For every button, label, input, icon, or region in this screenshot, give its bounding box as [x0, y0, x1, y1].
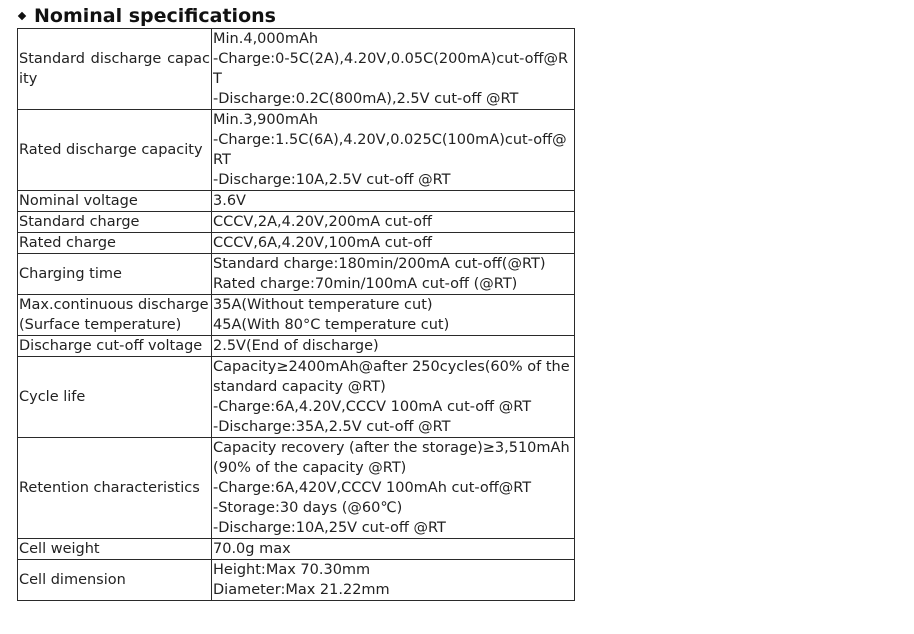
- spec-value-cell: [212, 110, 575, 191]
- spec-row: [18, 29, 575, 110]
- spec-label-text: Cell dimension: [19, 572, 126, 588]
- spec-row: [18, 438, 575, 539]
- spec-label-text: Rated discharge capacity: [19, 142, 203, 158]
- spec-value-text: 45A(With 80°C temperature cut): [213, 317, 450, 333]
- spec-row: [18, 295, 575, 336]
- spec-value-text: -Charge:6A,4.20V,CCCV 100mA cut-off @RT: [213, 399, 532, 415]
- spec-value-cell: [212, 254, 575, 295]
- spec-value-cell: [212, 212, 575, 233]
- spec-value-text: 2.5V(End of discharge): [213, 338, 379, 354]
- spec-label-cell: [18, 336, 212, 357]
- spec-value-text: Rated charge:70min/100mA cut-off (@RT): [213, 276, 518, 292]
- spec-label-text: Max.continuous discharge: [19, 297, 209, 313]
- spec-value-cell: [212, 438, 575, 539]
- spec-label-text: Charging time: [19, 266, 122, 282]
- spec-label-cell: [18, 295, 212, 336]
- spec-label-cell: [18, 233, 212, 254]
- section-title: Nominal specifications: [34, 5, 276, 27]
- spec-row: [18, 539, 575, 560]
- spec-row: [18, 233, 575, 254]
- spec-table-body: [18, 29, 575, 601]
- spec-label-text: Standard discharge capacity: [19, 51, 210, 87]
- spec-table: [17, 28, 575, 601]
- spec-label-cell: [18, 110, 212, 191]
- spec-value-text: -Discharge:10A,2.5V cut-off @RT: [213, 172, 451, 188]
- spec-value-cell: [212, 295, 575, 336]
- spec-row: [18, 560, 575, 601]
- spec-value-cell: [212, 191, 575, 212]
- spec-value-cell: [212, 336, 575, 357]
- spec-label-text: Cell weight: [19, 541, 100, 557]
- spec-value-text: -Discharge:0.2C(800mA),2.5V cut-off @RT: [213, 91, 519, 107]
- spec-label-text: Nominal voltage: [19, 193, 138, 209]
- spec-value-cell: [212, 560, 575, 601]
- spec-value-text: -Charge:6A,420V,CCCV 100mAh cut-off@RT: [213, 480, 532, 496]
- spec-label-text: Cycle life: [19, 389, 86, 405]
- spec-label-cell: [18, 212, 212, 233]
- spec-label-cell: [18, 539, 212, 560]
- spec-value-text: CCCV,6A,4.20V,100mA cut-off: [213, 235, 433, 251]
- spec-value-text: Standard charge:180min/200mA cut-off(@RT): [213, 256, 546, 272]
- spec-value-text: CCCV,2A,4.20V,200mA cut-off: [213, 214, 433, 230]
- spec-value-text: 3.6V: [213, 193, 246, 209]
- spec-label-cell: [18, 438, 212, 539]
- spec-row: [18, 357, 575, 438]
- diamond-bullet-icon: [18, 12, 26, 20]
- spec-value-text: Diameter:Max 21.22mm: [213, 582, 390, 598]
- spec-label-text: Discharge cut-off voltage: [19, 338, 203, 354]
- spec-row: [18, 191, 575, 212]
- spec-label-cell: [18, 29, 212, 110]
- spec-label-text: Standard charge: [19, 214, 140, 230]
- spec-value-text: -Discharge:10A,25V cut-off @RT: [213, 520, 446, 536]
- spec-label-cell: [18, 254, 212, 295]
- spec-row: [18, 212, 575, 233]
- spec-value-cell: [212, 29, 575, 110]
- spec-label-text: (Surface temperature): [19, 317, 182, 333]
- spec-value-text: Height:Max 70.30mm: [213, 562, 371, 578]
- spec-row: [18, 254, 575, 295]
- spec-label-text: Retention characteristics: [19, 480, 200, 496]
- spec-value-cell: [212, 357, 575, 438]
- spec-value-text: -Charge:1.5C(6A),4.20V,0.025C(100mA)cut-off@RT: [213, 132, 567, 168]
- spec-value-cell: [212, 233, 575, 254]
- spec-value-text: Min.3,900mAh: [213, 112, 319, 128]
- section-heading: [18, 4, 276, 28]
- spec-label-cell: [18, 560, 212, 601]
- spec-row: [18, 110, 575, 191]
- spec-value-text: -Discharge:35A,2.5V cut-off @RT: [213, 419, 451, 435]
- spec-label-cell: [18, 191, 212, 212]
- spec-value-text: -Storage:30 days (@60℃): [213, 500, 403, 516]
- spec-value-cell: [212, 539, 575, 560]
- spec-label-cell: [18, 357, 212, 438]
- spec-value-text: Capacity recovery (after the storage)≥3,510mAh (90% of the capacity @RT): [213, 440, 570, 476]
- spec-value-text: Capacity≥2400mAh@after 250cycles(60% of the standard capacity @RT): [213, 359, 570, 395]
- spec-value-text: -Charge:0-5C(2A),4.20V,0.05C(200mA)cut-off@RT: [213, 51, 569, 87]
- spec-value-text: Min.4,000mAh: [213, 31, 319, 47]
- spec-value-text: 70.0g max: [213, 541, 291, 557]
- spec-row: [18, 336, 575, 357]
- spec-value-text: 35A(Without temperature cut): [213, 297, 433, 313]
- spec-label-text: Rated charge: [19, 235, 116, 251]
